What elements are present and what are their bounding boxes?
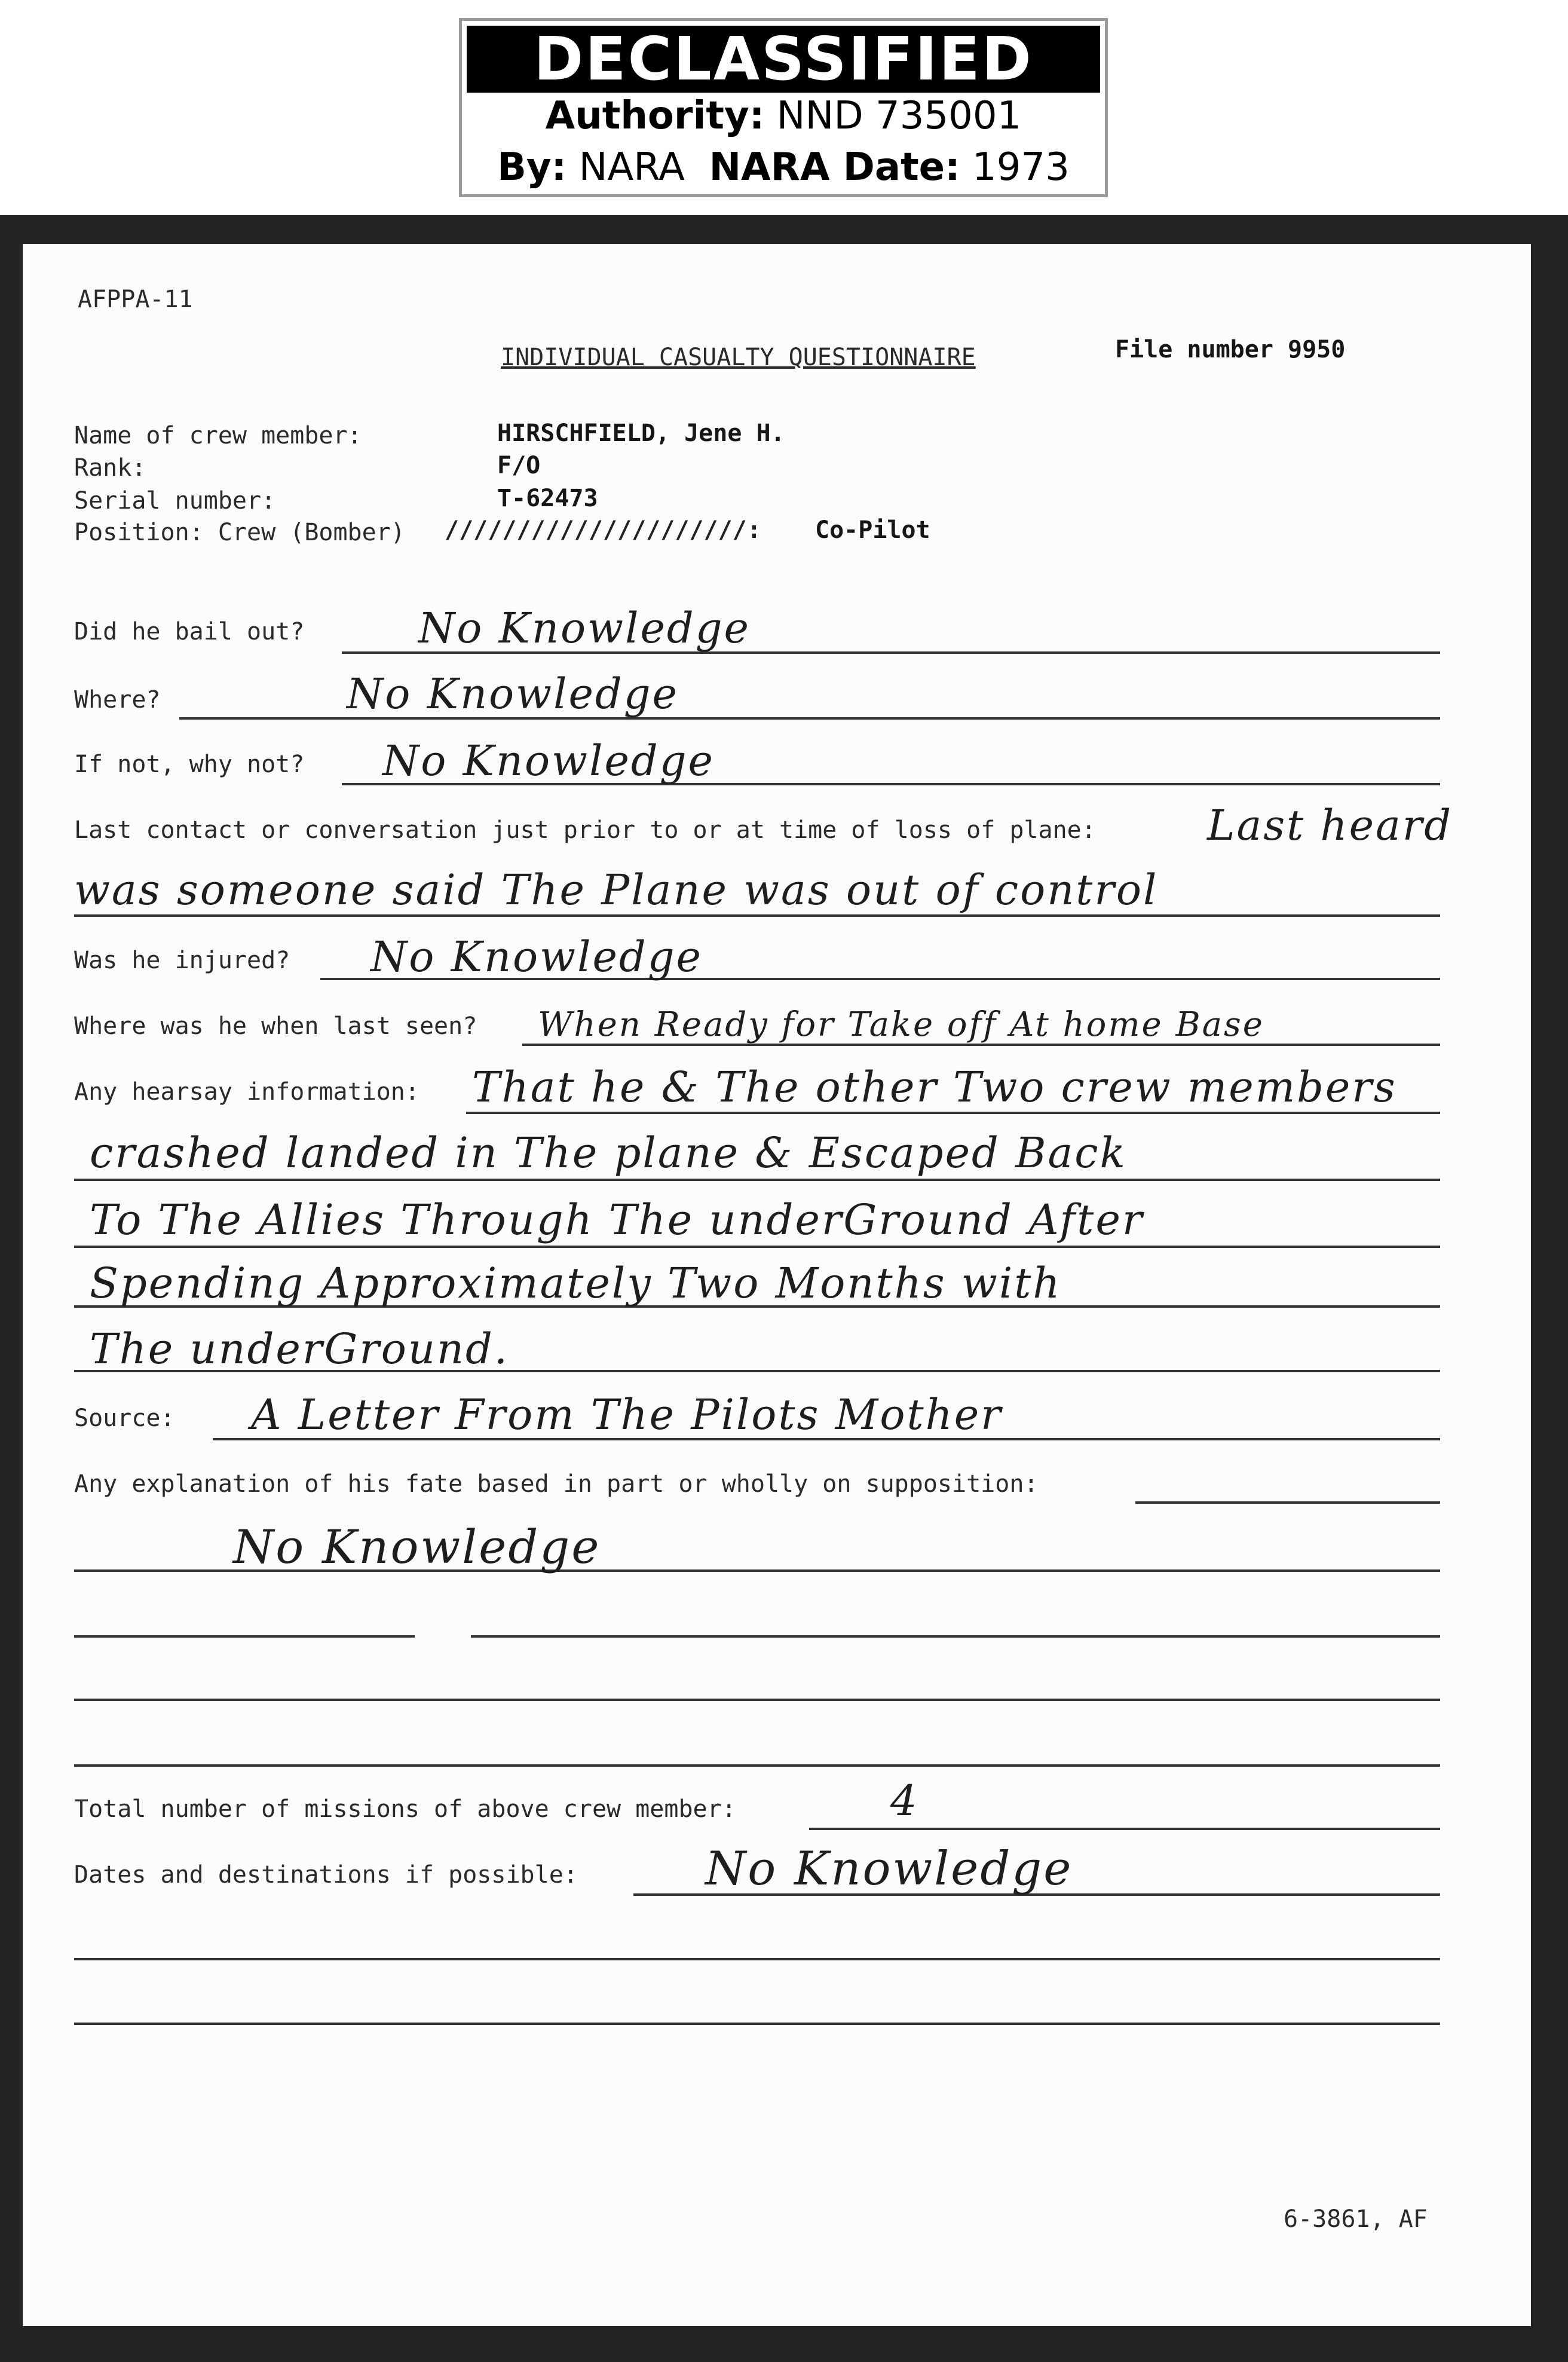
stamp-authority	[462, 94, 1105, 138]
dates-label: Dates and destinations if possible:	[74, 1861, 578, 1889]
declassified-stamp	[459, 18, 1108, 197]
footer-code: 6-3861, AF	[1284, 2205, 1428, 2233]
where-label: Where?	[74, 686, 161, 714]
last-contact-label: Last contact or conversation just prior to or at time of loss of plane:	[74, 816, 1096, 844]
answer-line	[74, 914, 1440, 917]
hearsay-line-2: crashed landed in The plane & Escaped Back	[90, 1128, 1127, 1177]
answer-line	[466, 1112, 1440, 1114]
last-contact-answer-2: was someone said The Plane was out of control	[74, 865, 1159, 914]
source-label: Source:	[74, 1405, 175, 1432]
bail-answer: No Knowledge	[418, 604, 751, 653]
hearsay-label: Any hearsay information:	[74, 1078, 419, 1106]
file-number: File number 9950	[1115, 336, 1346, 363]
answer-line	[471, 1635, 1440, 1638]
answer-line	[74, 1635, 415, 1638]
answer-line	[1135, 1501, 1440, 1504]
answer-line	[74, 1179, 1440, 1181]
hearsay-line-1: That he & The other Two crew members	[472, 1063, 1397, 1112]
where-answer: No Knowledge	[347, 669, 679, 718]
answer-line	[74, 2023, 1440, 2025]
last-seen-answer: When Ready for Take off At home Base	[538, 1005, 1264, 1044]
hearsay-line-3: To The Allies Through The underGround After	[90, 1195, 1144, 1244]
last-seen-label: Where was he when last seen?	[74, 1012, 477, 1040]
hearsay-line-4: Spending Approximately Two Months with	[90, 1259, 1062, 1308]
last-contact-answer-1: Last heard	[1207, 801, 1453, 850]
dates-answer: No Knowledge	[705, 1842, 1073, 1896]
name-label: Name of crew member:	[74, 422, 362, 449]
serial-label: Serial number:	[74, 487, 276, 515]
missions-label: Total number of missions of above crew member:	[74, 1795, 736, 1823]
missions-answer: 4	[890, 1776, 919, 1825]
answer-line	[74, 1958, 1440, 1960]
answer-line	[74, 1246, 1440, 1248]
form-id: AFPPA-11	[78, 286, 193, 313]
position-label: Position: Crew (Bomber)	[74, 519, 405, 546]
hearsay-line-5: The underGround.	[90, 1324, 510, 1373]
stamp-authority-label: Authority:	[545, 94, 765, 138]
stamp-by-date	[462, 145, 1105, 189]
serial-value: T-62473	[497, 485, 598, 512]
stamp-authority-value: NND 735001	[776, 94, 1022, 138]
bail-label: Did he bail out?	[74, 618, 305, 645]
stamp-date-value: 1973	[972, 145, 1070, 189]
rank-value: F/O	[497, 452, 541, 479]
injured-answer: No Knowledge	[370, 932, 703, 981]
stamp-title: DECLASSIFIED	[467, 26, 1100, 93]
stamp-by-value: NARA	[578, 145, 685, 189]
rank-label: Rank:	[74, 454, 146, 482]
form-title: INDIVIDUAL CASUALTY QUESTIONNAIRE	[501, 344, 976, 371]
stamp-by-label: By:	[497, 145, 567, 189]
answer-line	[809, 1828, 1440, 1830]
name-value: HIRSCHFIELD, Jene H.	[497, 420, 785, 447]
explanation-label: Any explanation of his fate based in part or wholly on supposition:	[74, 1470, 1039, 1498]
why-not-label: If not, why not?	[74, 751, 305, 778]
position-value: Co-Pilot	[815, 516, 930, 544]
why-not-answer: No Knowledge	[382, 736, 715, 785]
explanation-answer: No Knowledge	[233, 1520, 601, 1574]
position-struck-text: /////////////////////:	[445, 516, 761, 544]
source-answer: A Letter From The Pilots Mother	[251, 1390, 1003, 1439]
injured-label: Was he injured?	[74, 947, 290, 974]
stamp-date-label: NARA Date:	[709, 145, 960, 189]
answer-line	[74, 1764, 1440, 1767]
answer-line	[74, 1699, 1440, 1701]
